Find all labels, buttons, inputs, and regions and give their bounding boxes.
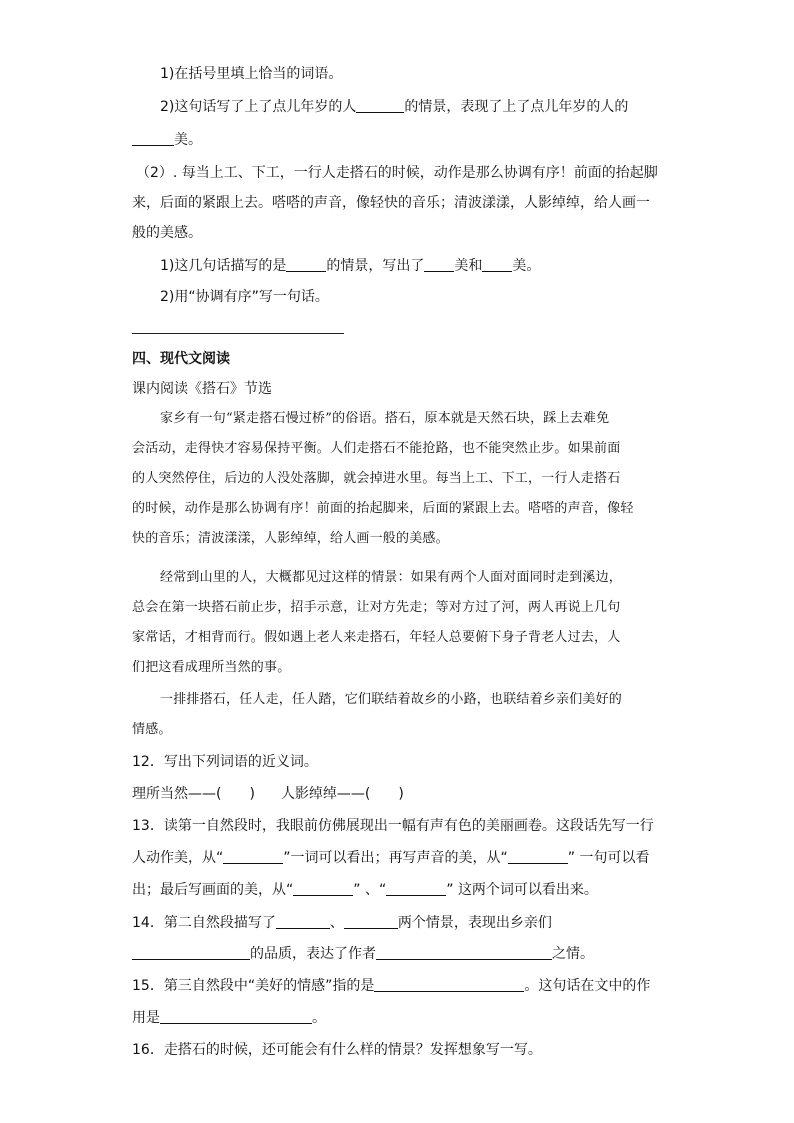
text: ”一词可以看出；再写声音的美，从“ — [283, 850, 508, 866]
passage-line-6: 经常到山里的人，大概都见过这样的情景：如果有两个人面对面同时走到溪边， — [160, 570, 623, 585]
question-16: 16．走搭石的时候，还可能会有什么样的情景？发挥想象写一写。 — [132, 1042, 542, 1058]
passage-line-1: 家乡有一句“紧走搭石慢过桥”的俗语。搭石，原本就是天然石块，踩上去难免 — [160, 411, 610, 426]
answer-blank[interactable] — [286, 256, 326, 272]
question-13-line-1: 13．读第一自然段时，我眼前仿佛展现出一幅有声有色的美丽画卷。这段话先写一行 — [132, 818, 654, 834]
text: 14．第二自然段描写了 — [132, 915, 276, 931]
text: 的品质，表达了作者 — [250, 946, 376, 962]
passage-line-11: 情感。 — [132, 722, 172, 737]
text: 2)这句话写了上了点儿年岁的人 — [160, 99, 357, 115]
answer-blank[interactable] — [482, 256, 512, 272]
passage-line-3: 的人突然停住，后边的人没处落脚，就会掉进水里。每当上工、下工，一行人走搭石 — [132, 471, 621, 486]
passage-line-7: 总会在第一块搭石前止步，招手示意，让对方先走；等对方过了河，两人再说上几句 — [132, 600, 621, 615]
question-sub-1: 1)在括号里填上恰当的词语。 — [160, 66, 343, 82]
text: 之情。 — [552, 946, 594, 962]
question-12-words — [132, 784, 404, 804]
question-12-title: 12．写出下列词语的近义词。 — [132, 754, 318, 770]
answer-blank[interactable] — [508, 848, 568, 864]
text: 人动作美，从“ — [132, 850, 224, 866]
question-14-line-1 — [132, 913, 552, 933]
question-2-paragraph-line-1: （2）. 每当上工、下工，一行人走搭石的时候，动作是那么协调有序！前面的抬起脚 — [136, 165, 658, 181]
synonym-item: 人影绰绰——( ) — [280, 786, 404, 802]
text: ” 这两个词可以看出来。 — [446, 882, 598, 898]
text: 用是 — [132, 1010, 160, 1026]
passage-line-9: 们把这看成理所当然的事。 — [132, 660, 291, 675]
answer-blank[interactable] — [386, 880, 446, 896]
answer-blank[interactable] — [374, 976, 524, 992]
text: 两个情景，表现出乡亲们 — [397, 915, 552, 931]
passage-line-8: 家常话，才相背而行。假如遇上老人来走搭石，年轻人总要俯下身子背老人过去，人 — [132, 630, 621, 645]
answer-blank[interactable] — [160, 1008, 312, 1024]
text: ” 一句可以看 — [567, 850, 650, 866]
answer-line[interactable] — [132, 333, 344, 334]
question-15-line-2 — [132, 1008, 326, 1028]
synonym-item: 理所当然——( ) — [132, 786, 255, 802]
section-subheading: 课内阅读《搭石》节选 — [132, 381, 272, 397]
question-2-sub-2: 2)用“协调有序”写一句话。 — [160, 289, 329, 305]
question-2-paragraph-line-3: 般的美感。 — [132, 225, 202, 241]
answer-blank[interactable] — [276, 913, 330, 929]
question-13-line-3 — [132, 880, 598, 900]
text: 美和 — [454, 258, 483, 274]
answer-blank[interactable] — [344, 913, 398, 929]
text: 的情景，写出了 — [326, 258, 425, 274]
answer-blank[interactable] — [132, 944, 250, 960]
text: 。这句话在文中的作 — [524, 978, 651, 994]
text: 、 — [329, 915, 344, 931]
text: 15．第三自然段中“美好的情感”指的是 — [132, 978, 375, 994]
answer-blank[interactable] — [223, 848, 283, 864]
text: 美。 — [174, 132, 202, 148]
section-heading: 四、现代文阅读 — [132, 351, 230, 367]
question-15-line-1 — [132, 976, 650, 996]
question-2-sub-1 — [160, 256, 540, 276]
question-sub-2 — [160, 97, 628, 117]
text: 美。 — [512, 258, 541, 274]
question-14-line-2 — [132, 944, 594, 964]
answer-blank[interactable] — [376, 944, 552, 960]
question-13-line-2 — [132, 848, 649, 868]
answer-blank[interactable] — [293, 880, 353, 896]
text: 的情景，表现了上了点儿年岁的人的 — [404, 99, 629, 115]
question-2-paragraph-line-2: 来，后面的紧跟上去。嗒嗒的声音，像轻快的音乐；清波漾漾，人影绰绰，给人画一 — [132, 195, 650, 211]
passage-line-10: 一排排搭石，任人走，任人踏，它们联结着故乡的小路，也联结着乡亲们美好的 — [160, 692, 623, 707]
text: ” 、“ — [353, 882, 387, 898]
passage-line-2: 会活动，走得快才容易保持平衡。人们走搭石不能抢路，也不能突然止步。如果前面 — [132, 441, 621, 456]
passage-line-4: 的时候，动作是那么协调有序！前面的抬起脚来，后面的紧跟上去。嗒嗒的声音，像轻 — [132, 501, 634, 516]
answer-blank[interactable] — [132, 130, 174, 146]
text: 。 — [312, 1010, 326, 1026]
passage-line-5: 快的音乐；清波漾漾，人影绰绰，给人画一般的美感。 — [132, 531, 449, 546]
answer-blank[interactable] — [424, 256, 454, 272]
question-sub-2-cont — [132, 130, 202, 150]
text: 1)这几句话描写的是 — [160, 258, 287, 274]
text: 出；最后写画面的美，从“ — [132, 882, 294, 898]
answer-blank[interactable] — [356, 97, 404, 113]
